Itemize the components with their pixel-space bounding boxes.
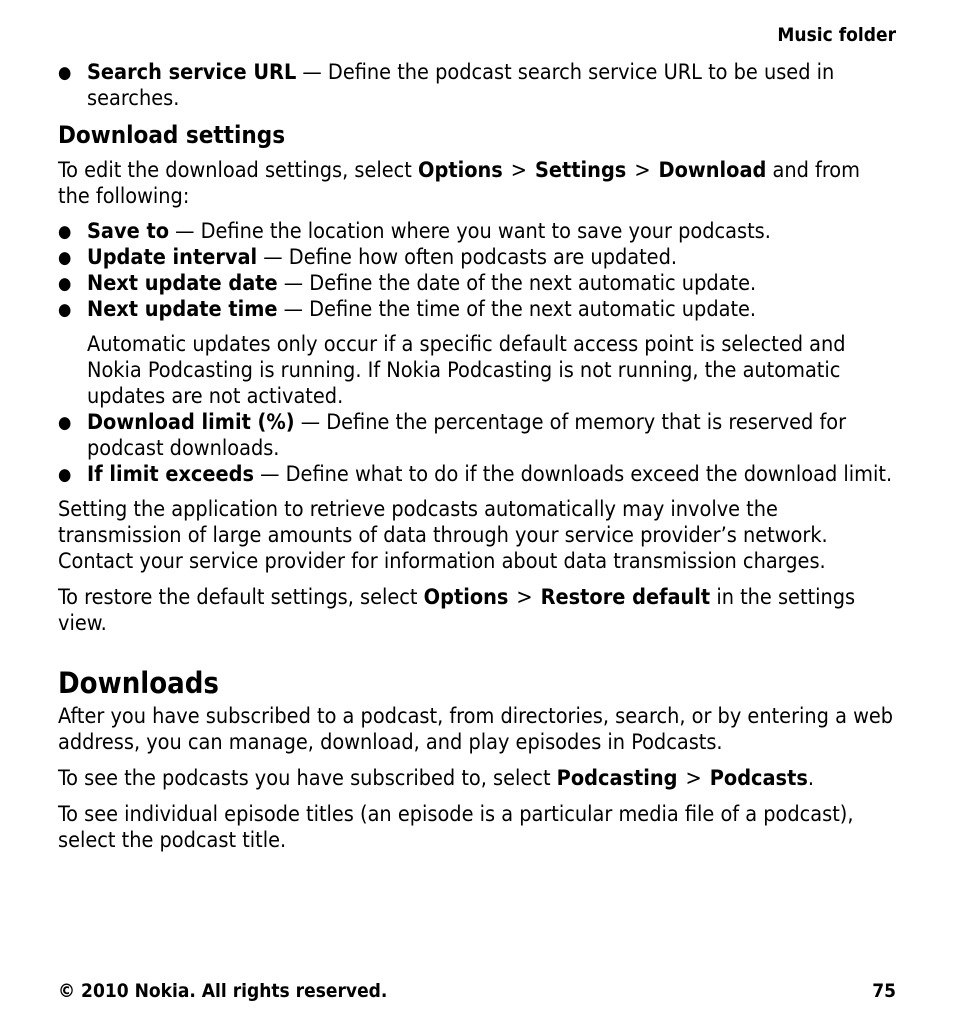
- episode-titles-paragraph: To see individual episode titles (an episode is a particular media file of a podcast), select the podcast title.: [58, 802, 854, 853]
- path-separator: >: [516, 585, 533, 610]
- menu-path-options: Options: [423, 585, 509, 610]
- term-description: Define what to do if the downloads exceed the download limit.: [285, 462, 893, 487]
- term-description: Define the location where you want to save your podcasts.: [200, 219, 771, 244]
- download-limit-list: [58, 410, 896, 488]
- menu-path-podcasting: Podcasting: [556, 766, 678, 791]
- menu-path-options: Options: [418, 158, 503, 183]
- term-separator: —: [257, 245, 289, 270]
- download-settings-intro: [58, 158, 896, 210]
- path-separator: >: [510, 158, 527, 183]
- menu-path-settings: Settings: [535, 158, 627, 183]
- intro-text: To edit the download settings, select: [58, 158, 419, 183]
- list-item: [58, 271, 896, 297]
- list-item: [58, 462, 896, 488]
- menu-path-download: Download: [658, 158, 767, 183]
- path-separator: >: [685, 766, 702, 791]
- term-label: Update interval: [87, 245, 258, 270]
- copyright-notice: © 2010 Nokia. All rights reserved.: [58, 980, 388, 1002]
- intro-text-tail: and from the following:: [58, 158, 860, 209]
- list-item: [58, 297, 896, 323]
- download-settings-heading: Download settings: [58, 121, 286, 149]
- subscribed-podcasts-paragraph: [58, 766, 896, 792]
- downloads-heading: Downloads: [58, 666, 219, 700]
- term-label: Next update date: [87, 271, 278, 296]
- page-number: 75: [872, 980, 896, 1002]
- term-label: Save to: [87, 219, 169, 244]
- menu-path-podcasts: Podcasts: [709, 766, 808, 791]
- term-separator: —: [277, 297, 310, 322]
- running-header: Music folder: [777, 24, 896, 46]
- term-label: Next update time: [87, 297, 278, 322]
- downloads-intro: After you have subscribed to a podcast, from directories, search, or by entering a web address, you can manage, download, and play episodes in Podcasts.: [58, 704, 894, 755]
- restore-text-tail: in the settings view.: [58, 585, 856, 636]
- subscribed-text: To see the podcasts you have subscribed to, select: [58, 766, 557, 791]
- term-description: Define the time of the next automatic update.: [309, 297, 757, 322]
- term-description: Define how often podcasts are updated.: [288, 245, 678, 270]
- term-label: Search service URL: [87, 60, 297, 85]
- list-item: [58, 219, 896, 245]
- automatic-update-note: Automatic updates only occur if a specific default access point is selected and Nokia Podcasting is running. If Nokia Podcasting is not running, the automatic updates are not activated.: [87, 332, 846, 409]
- restore-text: To restore the default settings, select: [58, 585, 424, 610]
- term-description: Define the podcast search service URL to be used in searches.: [87, 60, 835, 111]
- subscribed-text-tail: .: [807, 766, 814, 791]
- list-item: [58, 410, 896, 462]
- term-separator: —: [168, 219, 201, 244]
- menu-path-restore-default: Restore default: [540, 585, 711, 610]
- term-separator: —: [296, 60, 328, 85]
- list-item-search-service-url: [58, 60, 896, 112]
- data-charges-warning: Setting the application to retrieve podcasts automatically may involve the transmission of large amounts of data through your service provider’s network. Contact your service provider for information about data transmission charges.: [58, 497, 828, 574]
- term-label: Download limit (%): [87, 410, 295, 435]
- term-separator: —: [294, 410, 327, 435]
- restore-default-paragraph: [58, 585, 896, 637]
- page-content: [58, 60, 896, 854]
- list-item: [58, 245, 896, 271]
- term-description: Define the date of the next automatic update.: [309, 271, 757, 296]
- term-separator: —: [277, 271, 310, 296]
- intro-bullet-list: [58, 60, 896, 112]
- term-separator: —: [254, 462, 286, 487]
- path-separator: >: [634, 158, 651, 183]
- term-label: If limit exceeds: [87, 462, 255, 487]
- term-description: Define the percentage of memory that is reserved for podcast downloads.: [87, 410, 847, 461]
- download-settings-list: [58, 219, 896, 323]
